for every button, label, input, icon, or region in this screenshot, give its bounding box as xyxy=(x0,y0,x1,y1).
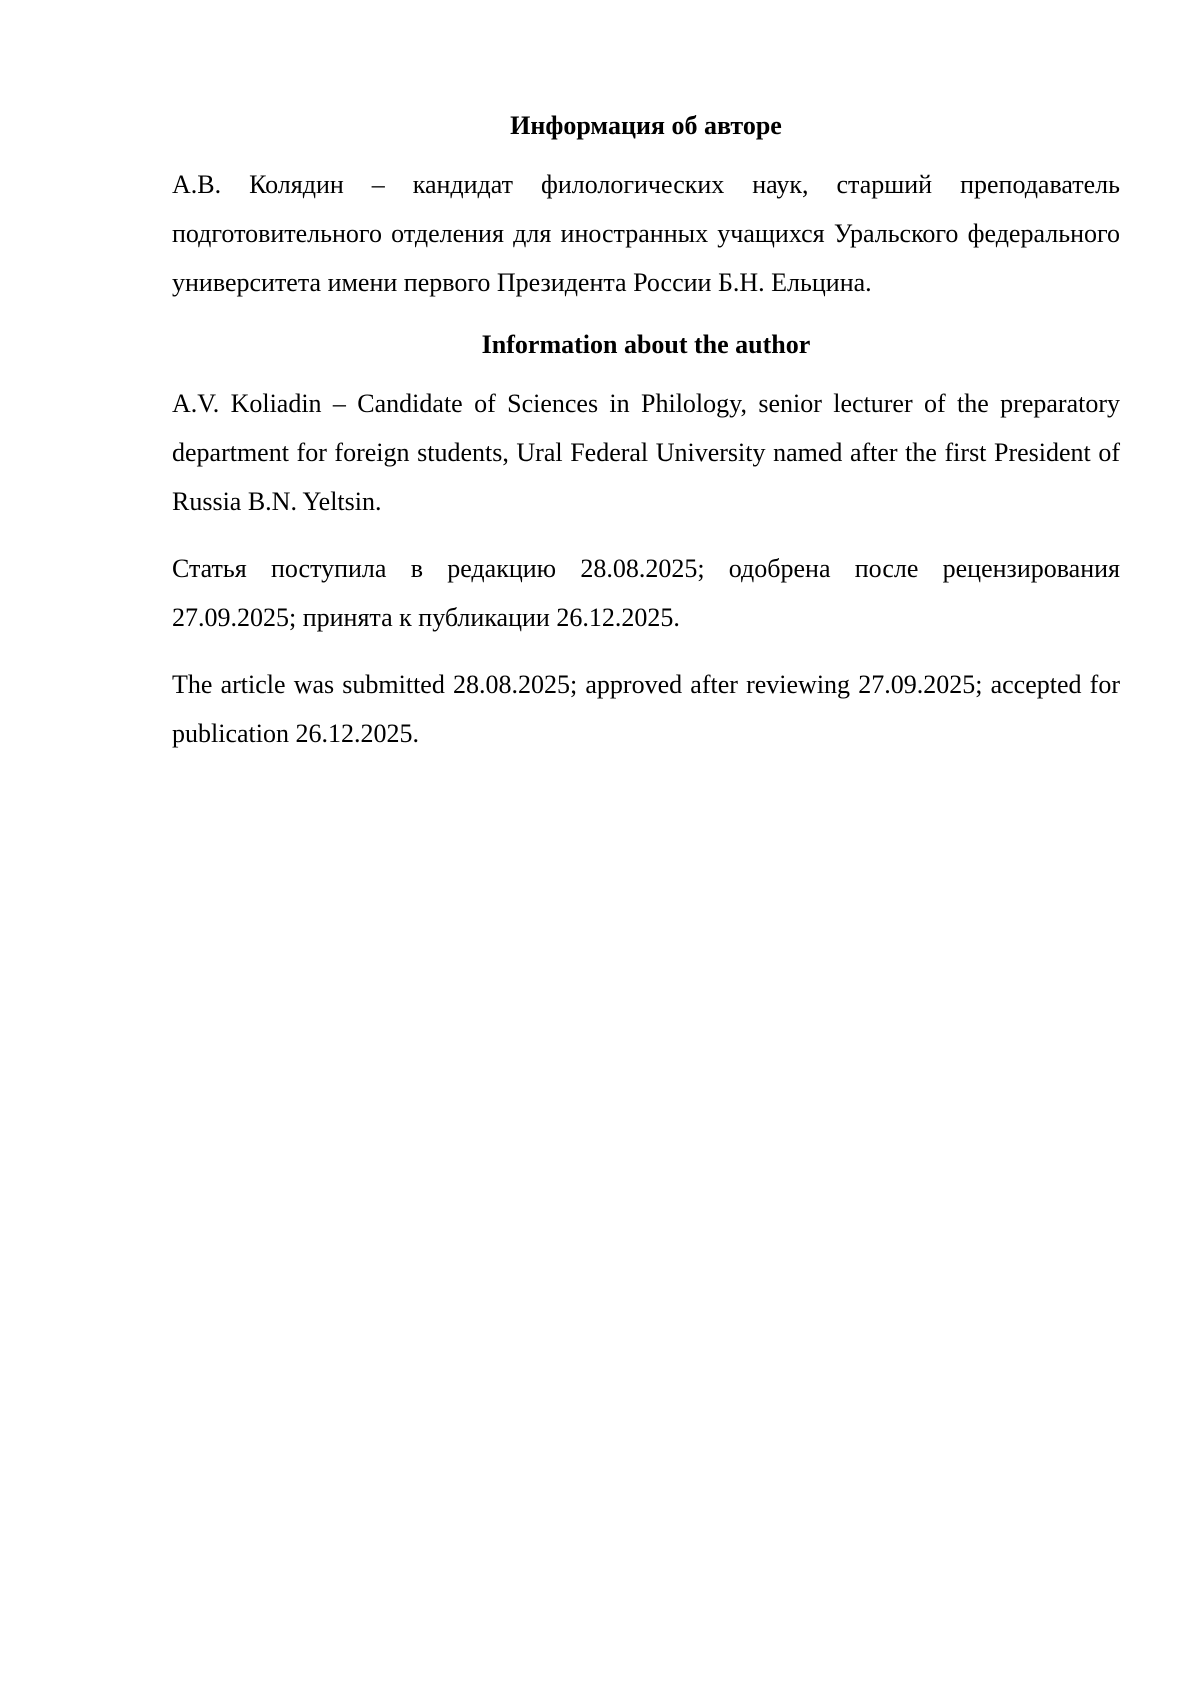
author-info-heading-en: Information about the author xyxy=(481,330,811,359)
article-dates-en: The article was submitted 28.08.2025; approved after reviewing 27.09.2025; accepted for publication 26.12.2025. xyxy=(172,670,1120,748)
author-info-text-en: A.V. Koliadin – Candidate of Sciences in Philology, senior lecturer of the preparatory department for foreign students, Ural Federal University named after the first President of Russia B.N. Yeltsin. xyxy=(172,389,1120,516)
document-page xyxy=(172,110,1120,758)
author-info-heading-ru: Информация об авторе xyxy=(510,111,782,140)
author-info-text-ru: А.В. Колядин – кандидат филологических наук, старший преподаватель подготовительного отделения для иностранных учащихся Уральского федерального университета имени первого Президента России Б.Н. Ельцина. xyxy=(172,170,1120,297)
article-dates-ru: Статья поступила в редакцию 28.08.2025; одобрена после рецензирования 27.09.2025; принята к публикации 26.12.2025. xyxy=(172,554,1120,632)
